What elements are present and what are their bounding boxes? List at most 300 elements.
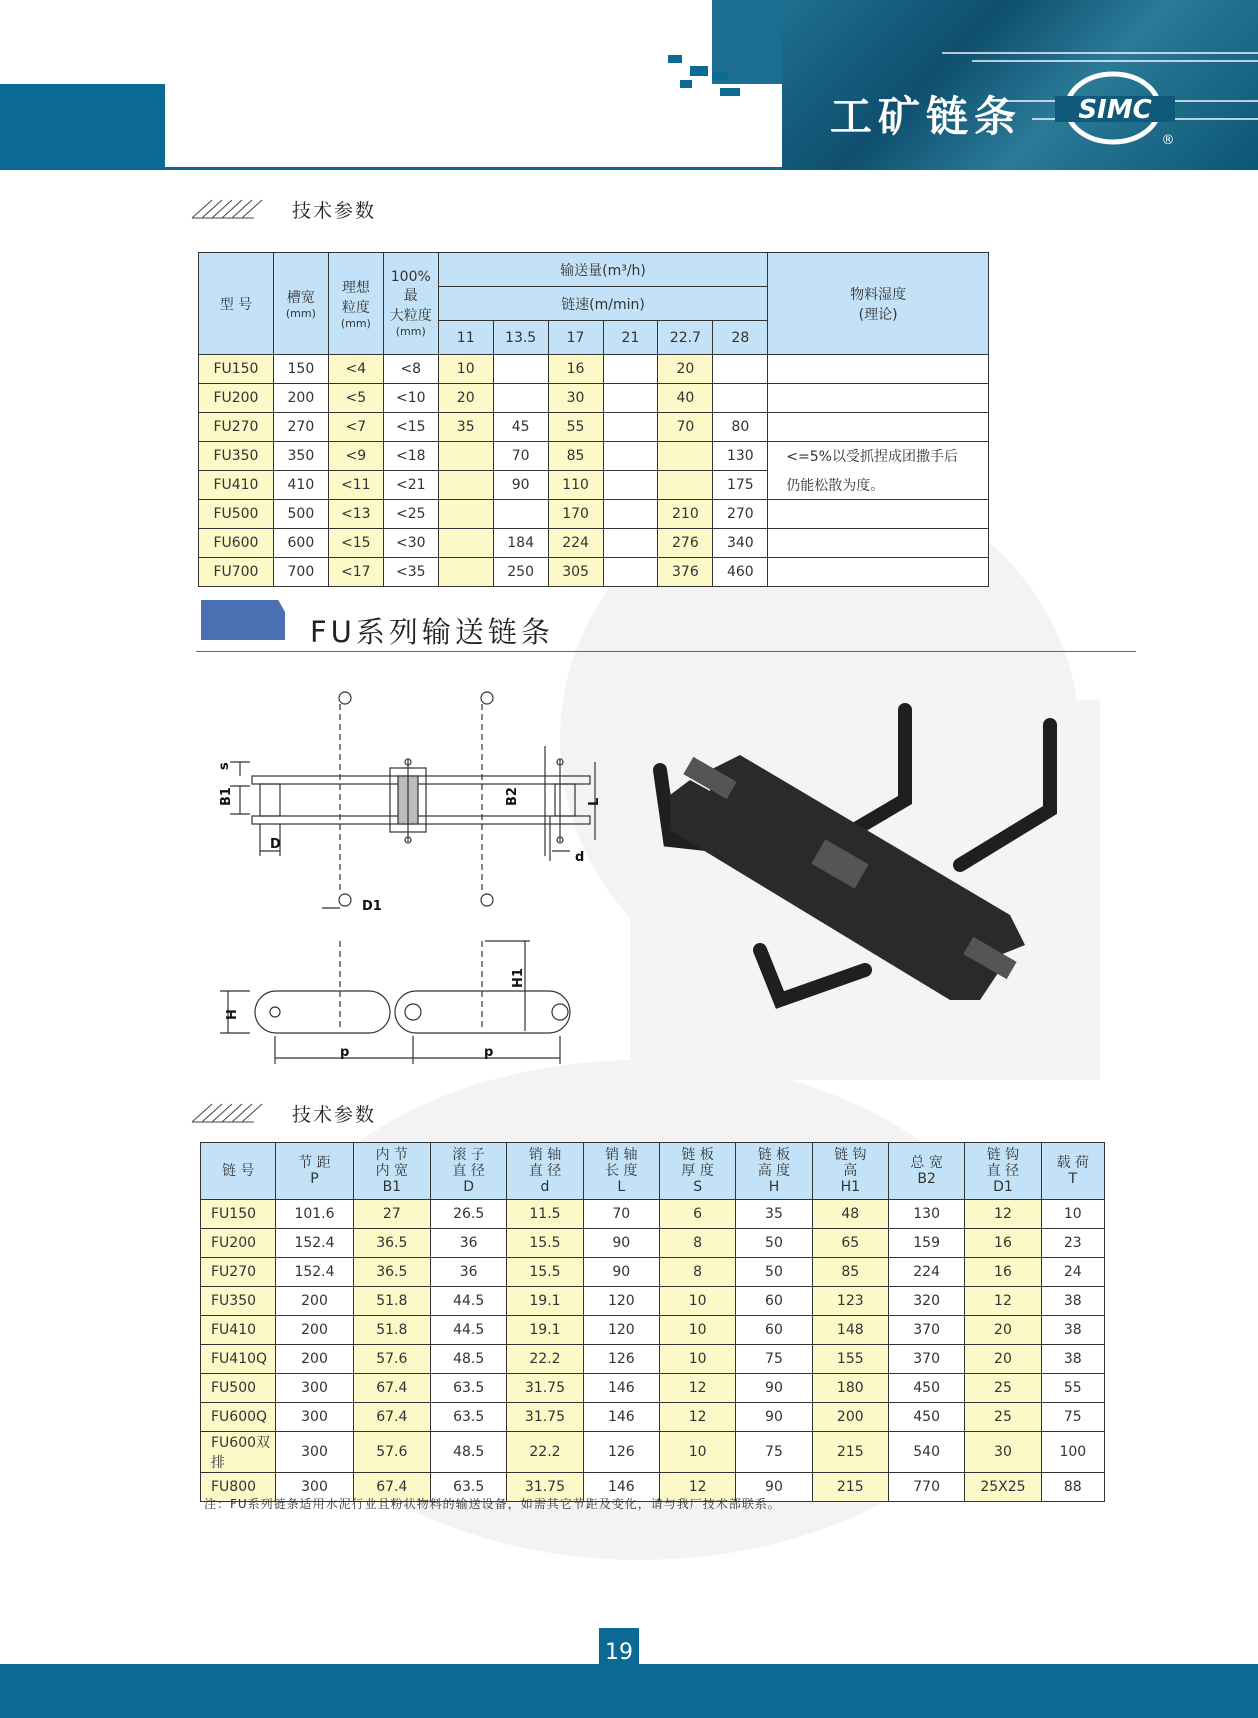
humidity-cell — [768, 384, 989, 413]
capacity-value — [713, 355, 768, 384]
capacity-row — [199, 558, 989, 587]
chain-model: FU600双排 — [201, 1432, 276, 1473]
chain-technical-drawing — [200, 686, 600, 1076]
footnote: 注：FU系列链条适用水泥行业且粉状物料的输送设备，如需其它节距及变化，请与我厂技术部联系。 — [204, 1497, 781, 1511]
capacity-value: 130 — [713, 442, 768, 471]
humidity-cell — [768, 413, 989, 442]
dimension-value: 215 — [812, 1432, 888, 1473]
header-line: B2 — [917, 1171, 936, 1187]
speed-header: 11 — [438, 321, 493, 355]
dimension-value: 48 — [812, 1200, 888, 1229]
dimension-value: 36.5 — [353, 1258, 430, 1287]
dimension-value: 48.5 — [430, 1345, 506, 1374]
capacity-value: 85 — [548, 442, 603, 471]
capacity-cell: FU200 — [199, 384, 274, 413]
capacity-value: 70 — [658, 413, 713, 442]
capacity-cell: 700 — [273, 558, 328, 587]
header-line: 销 轴 — [605, 1147, 638, 1163]
header-line: 内 节 — [375, 1147, 409, 1163]
capacity-value: 270 — [713, 500, 768, 529]
capacity-value: 110 — [548, 471, 603, 500]
capacity-value — [438, 442, 493, 471]
chain-model: FU350 — [201, 1287, 276, 1316]
capacity-value: 30 — [548, 384, 603, 413]
capacity-table — [198, 252, 989, 587]
dimension-value: 38 — [1041, 1345, 1104, 1374]
dimension-header — [812, 1143, 888, 1200]
col-conveying: 输送量(m³/h) — [438, 253, 768, 287]
dimension-value: 63.5 — [430, 1374, 506, 1403]
capacity-row — [199, 355, 989, 384]
dimension-value: 320 — [888, 1287, 964, 1316]
dim-label-pitch-2: p — [484, 1045, 494, 1060]
dimension-row — [201, 1374, 1105, 1403]
dimension-value: 38 — [1041, 1287, 1104, 1316]
header-line: 直 径 — [528, 1163, 562, 1179]
dimension-value: 300 — [276, 1403, 353, 1432]
capacity-value — [493, 355, 548, 384]
chain-model: FU200 — [201, 1229, 276, 1258]
chain-model: FU410Q — [201, 1345, 276, 1374]
speed-header: 22.7 — [658, 321, 713, 355]
capacity-value: 80 — [713, 413, 768, 442]
capacity-cell: <10 — [383, 384, 438, 413]
dimension-value: 8 — [659, 1229, 735, 1258]
chain-model: FU410 — [201, 1316, 276, 1345]
dimension-value: 15.5 — [507, 1229, 583, 1258]
dimension-value: 65 — [812, 1229, 888, 1258]
dimension-value: 10 — [659, 1345, 735, 1374]
header-line: 滚 子 — [452, 1147, 485, 1163]
dimension-value: 36.5 — [353, 1229, 430, 1258]
capacity-cell: <7 — [328, 413, 383, 442]
dim-label-d1: D1 — [362, 899, 382, 914]
capacity-value: 376 — [658, 558, 713, 587]
capacity-value: 35 — [438, 413, 493, 442]
header-line: P — [310, 1171, 319, 1187]
capacity-cell: FU600 — [199, 529, 274, 558]
capacity-row — [199, 471, 989, 500]
dimension-value: 20 — [965, 1316, 1041, 1345]
dimension-value: 90 — [583, 1229, 659, 1258]
dimension-value: 63.5 — [430, 1473, 506, 1502]
dim-label-l: L — [587, 797, 602, 806]
capacity-value — [438, 471, 493, 500]
capacity-cell: FU700 — [199, 558, 274, 587]
dimension-value: 25 — [965, 1403, 1041, 1432]
capacity-value: 210 — [658, 500, 713, 529]
dimension-value: 85 — [812, 1258, 888, 1287]
dimension-value: 75 — [736, 1432, 812, 1473]
header-line: H — [768, 1179, 780, 1195]
speed-header: 28 — [713, 321, 768, 355]
capacity-cell: <9 — [328, 442, 383, 471]
header-line: 链 钩 — [834, 1147, 867, 1163]
dim-label-h1: H1 — [511, 968, 526, 988]
capacity-value: 16 — [548, 355, 603, 384]
dimension-row — [201, 1432, 1105, 1473]
capacity-value: 276 — [658, 529, 713, 558]
dimension-row — [201, 1403, 1105, 1432]
capacity-cell: 350 — [273, 442, 328, 471]
dimension-value: 10 — [659, 1316, 735, 1345]
chain-product-photo — [630, 700, 1100, 1080]
header-line: 节 距 — [298, 1155, 331, 1171]
dimension-value: 51.8 — [353, 1316, 430, 1345]
dimension-value: 57.6 — [353, 1345, 430, 1374]
capacity-cell: <25 — [383, 500, 438, 529]
chain-model: FU500 — [201, 1374, 276, 1403]
capacity-cell: 150 — [273, 355, 328, 384]
dimension-value: 12 — [965, 1287, 1041, 1316]
footer-bar — [0, 1664, 1258, 1718]
capacity-value: 340 — [713, 529, 768, 558]
dimension-value: 152.4 — [276, 1229, 353, 1258]
dimension-value: 75 — [1041, 1403, 1104, 1432]
dimension-value: 450 — [888, 1403, 964, 1432]
capacity-row — [199, 384, 989, 413]
dimension-row — [201, 1258, 1105, 1287]
section-heading-params: 技术参数 — [292, 200, 377, 222]
dimension-value: 50 — [736, 1229, 812, 1258]
dimension-value: 12 — [659, 1403, 735, 1432]
header-line: T — [1068, 1171, 1078, 1187]
dimension-value: 130 — [888, 1200, 964, 1229]
dimension-value: 16 — [965, 1258, 1041, 1287]
dim-label-d-pin: d — [575, 850, 585, 865]
capacity-value — [603, 413, 658, 442]
capacity-value: 10 — [438, 355, 493, 384]
dimension-value: 23 — [1041, 1229, 1104, 1258]
capacity-cell: <30 — [383, 529, 438, 558]
capacity-value — [603, 442, 658, 471]
dimension-row — [201, 1345, 1105, 1374]
capacity-cell: 600 — [273, 529, 328, 558]
dimension-value: 22.2 — [507, 1345, 583, 1374]
capacity-value: 170 — [548, 500, 603, 529]
dimension-value: 51.8 — [353, 1287, 430, 1316]
dimension-value: 152.4 — [276, 1258, 353, 1287]
dim-label-s: s — [217, 762, 232, 770]
dimension-value: 300 — [276, 1374, 353, 1403]
dimension-value: 48.5 — [430, 1432, 506, 1473]
dimension-value: 200 — [276, 1316, 353, 1345]
dimension-value: 60 — [736, 1287, 812, 1316]
header-line: B1 — [382, 1179, 402, 1195]
dimension-header — [965, 1143, 1041, 1200]
capacity-value: 70 — [493, 442, 548, 471]
col-humidity: 物料湿度 (理论) — [768, 253, 989, 355]
humidity-cell — [768, 558, 989, 587]
dimension-header — [888, 1143, 964, 1200]
header-line: 高 — [843, 1163, 858, 1179]
dimension-value: 180 — [812, 1374, 888, 1403]
dimension-value: 31.75 — [507, 1403, 583, 1432]
dimension-value: 120 — [583, 1287, 659, 1316]
capacity-value: 40 — [658, 384, 713, 413]
header-line: D1 — [993, 1179, 1013, 1195]
capacity-cell: FU270 — [199, 413, 274, 442]
dimension-value: 100 — [1041, 1432, 1104, 1473]
capacity-cell: <11 — [328, 471, 383, 500]
dim-label-d-roller: D — [270, 837, 281, 852]
dimension-value: 10 — [659, 1432, 735, 1473]
dimension-value: 120 — [583, 1316, 659, 1345]
header-line: 链 板 — [757, 1147, 791, 1163]
capacity-value — [713, 384, 768, 413]
capacity-value: 175 — [713, 471, 768, 500]
capacity-cell: <15 — [383, 413, 438, 442]
col-ideal-grain: 理想 粒度 (mm) — [328, 253, 383, 355]
dimension-value: 60 — [736, 1316, 812, 1345]
dimension-value: 12 — [659, 1374, 735, 1403]
header-line: 载 荷 — [1056, 1155, 1090, 1171]
capacity-row — [199, 500, 989, 529]
capacity-value — [603, 384, 658, 413]
header-line: 直 径 — [452, 1163, 485, 1179]
dimension-header — [430, 1143, 506, 1200]
header-line: 高 度 — [757, 1163, 791, 1179]
capacity-value — [603, 558, 658, 587]
capacity-cell: FU350 — [199, 442, 274, 471]
dimension-value: 25 — [965, 1374, 1041, 1403]
capacity-cell: FU150 — [199, 355, 274, 384]
header-line: L — [617, 1179, 626, 1195]
chain-model: FU150 — [201, 1200, 276, 1229]
hatch-icon — [192, 1102, 272, 1124]
dimension-value: 16 — [965, 1229, 1041, 1258]
dimension-value: 90 — [736, 1403, 812, 1432]
dimension-value: 63.5 — [430, 1403, 506, 1432]
dimension-value: 67.4 — [353, 1403, 430, 1432]
header-line: 内 宽 — [375, 1163, 409, 1179]
dimension-value: 450 — [888, 1374, 964, 1403]
hatch-icon — [192, 198, 272, 220]
dimension-value: 57.6 — [353, 1432, 430, 1473]
dimension-value: 300 — [276, 1473, 353, 1502]
simc-logo — [1055, 68, 1175, 148]
humidity-note-line-1: <=5%以受抓捏成团撒手后 — [768, 442, 989, 471]
capacity-cell: <35 — [383, 558, 438, 587]
capacity-cell: 200 — [273, 384, 328, 413]
capacity-value: 55 — [548, 413, 603, 442]
capacity-value: 90 — [493, 471, 548, 500]
dimension-value: 126 — [583, 1432, 659, 1473]
dimension-header — [583, 1143, 659, 1200]
col-chain-speed: 链速(m/min) — [438, 287, 768, 321]
dimension-value: 370 — [888, 1316, 964, 1345]
header-divider — [165, 167, 782, 170]
dimension-value: 36 — [430, 1258, 506, 1287]
capacity-cell: 500 — [273, 500, 328, 529]
dimension-value: 90 — [736, 1374, 812, 1403]
dimension-value: 11.5 — [507, 1200, 583, 1229]
dimension-value: 370 — [888, 1345, 964, 1374]
dimension-value: 24 — [1041, 1258, 1104, 1287]
dimension-value: 200 — [812, 1403, 888, 1432]
capacity-row — [199, 529, 989, 558]
header-line: 销 轴 — [528, 1147, 562, 1163]
dimension-value: 30 — [965, 1432, 1041, 1473]
dimension-value: 36 — [430, 1229, 506, 1258]
registered-mark: ® — [1161, 133, 1175, 148]
dimension-value: 148 — [812, 1316, 888, 1345]
dimension-value: 44.5 — [430, 1287, 506, 1316]
capacity-value — [493, 500, 548, 529]
speed-header: 21 — [603, 321, 658, 355]
capacity-value — [438, 500, 493, 529]
capacity-value — [603, 529, 658, 558]
dimension-value: 26.5 — [430, 1200, 506, 1229]
col-max-grain: 100%最 大粒度 (mm) — [383, 253, 438, 355]
product-title: FU系列输送链条 — [310, 615, 554, 649]
capacity-value — [603, 355, 658, 384]
dimension-value: 300 — [276, 1432, 353, 1473]
capacity-cell: <4 — [328, 355, 383, 384]
dimension-value: 90 — [736, 1473, 812, 1502]
dimension-value: 146 — [583, 1374, 659, 1403]
dimension-value: 224 — [888, 1258, 964, 1287]
header-line: 链 板 — [681, 1147, 714, 1163]
capacity-value — [603, 500, 658, 529]
dimension-value: 55 — [1041, 1374, 1104, 1403]
dimension-header — [276, 1143, 353, 1200]
dimension-value: 19.1 — [507, 1316, 583, 1345]
capacity-value — [438, 558, 493, 587]
header-line: 总 宽 — [910, 1155, 943, 1171]
capacity-value — [658, 471, 713, 500]
humidity-cell — [768, 500, 989, 529]
capacity-row — [199, 442, 989, 471]
capacity-value: 305 — [548, 558, 603, 587]
dimension-header — [659, 1143, 735, 1200]
dimension-value: 770 — [888, 1473, 964, 1502]
capacity-value — [603, 471, 658, 500]
dimension-row — [201, 1287, 1105, 1316]
dimension-table — [200, 1142, 1105, 1502]
dim-label-pitch-1: p — [340, 1045, 350, 1060]
humidity-note-line-2: 仍能松散为度。 — [768, 471, 989, 500]
dimension-value: 8 — [659, 1258, 735, 1287]
header-line: 直 径 — [986, 1163, 1020, 1179]
dimension-value: 19.1 — [507, 1287, 583, 1316]
col-model: 型 号 — [199, 253, 274, 355]
humidity-cell — [768, 355, 989, 384]
capacity-value — [658, 442, 713, 471]
dimension-value: 146 — [583, 1473, 659, 1502]
dim-label-h: H — [225, 1009, 240, 1020]
capacity-cell: <18 — [383, 442, 438, 471]
capacity-value: 20 — [658, 355, 713, 384]
dimension-header — [736, 1143, 812, 1200]
dimension-header — [507, 1143, 583, 1200]
page-number: 19 — [605, 1640, 633, 1665]
header-line: 厚 度 — [681, 1163, 714, 1179]
dimension-value: 50 — [736, 1258, 812, 1287]
dimension-value: 90 — [583, 1258, 659, 1287]
capacity-cell: <15 — [328, 529, 383, 558]
header-line: 长 度 — [605, 1163, 638, 1179]
capacity-cell: <5 — [328, 384, 383, 413]
capacity-value: 45 — [493, 413, 548, 442]
logo-text: SIMC — [1078, 95, 1152, 125]
dimension-value: 540 — [888, 1432, 964, 1473]
capacity-value — [438, 529, 493, 558]
dimension-value: 67.4 — [353, 1374, 430, 1403]
dim-label-b2: B2 — [505, 787, 520, 806]
header-line: 链 号 — [221, 1163, 255, 1179]
dimension-value: 67.4 — [353, 1473, 430, 1502]
header-line: H1 — [840, 1179, 860, 1195]
dimension-value: 27 — [353, 1200, 430, 1229]
dimension-header — [201, 1143, 276, 1200]
dimension-value: 200 — [276, 1345, 353, 1374]
dimension-row — [201, 1200, 1105, 1229]
capacity-cell: <17 — [328, 558, 383, 587]
dimension-value: 12 — [659, 1473, 735, 1502]
humidity-cell — [768, 529, 989, 558]
dimension-value: 70 — [583, 1200, 659, 1229]
dimension-value: 31.75 — [507, 1473, 583, 1502]
capacity-cell: 270 — [273, 413, 328, 442]
chain-model: FU600Q — [201, 1403, 276, 1432]
dimension-value: 10 — [659, 1287, 735, 1316]
capacity-value: 460 — [713, 558, 768, 587]
dimension-value: 146 — [583, 1403, 659, 1432]
dimension-value: 6 — [659, 1200, 735, 1229]
dimension-value: 215 — [812, 1473, 888, 1502]
header-line: D — [463, 1179, 475, 1195]
capacity-value: 250 — [493, 558, 548, 587]
capacity-value: 184 — [493, 529, 548, 558]
capacity-cell: FU410 — [199, 471, 274, 500]
dimension-value: 38 — [1041, 1316, 1104, 1345]
col-slot-width: 槽宽 (mm) — [273, 253, 328, 355]
dimension-value: 10 — [1041, 1200, 1104, 1229]
dimension-value: 44.5 — [430, 1316, 506, 1345]
dimension-value: 126 — [583, 1345, 659, 1374]
dimension-value: 15.5 — [507, 1258, 583, 1287]
capacity-value — [493, 384, 548, 413]
capacity-cell: 410 — [273, 471, 328, 500]
dimension-value: 12 — [965, 1200, 1041, 1229]
dim-label-b1: B1 — [219, 787, 234, 806]
dimension-value: 31.75 — [507, 1374, 583, 1403]
header-line: S — [693, 1179, 703, 1195]
title-underline — [196, 651, 1136, 652]
dimension-value: 159 — [888, 1229, 964, 1258]
dimension-value: 25X25 — [965, 1473, 1041, 1502]
dimension-value: 200 — [276, 1287, 353, 1316]
capacity-value: 20 — [438, 384, 493, 413]
dimension-value: 101.6 — [276, 1200, 353, 1229]
chain-model: FU800 — [201, 1473, 276, 1502]
chain-model: FU270 — [201, 1258, 276, 1287]
capacity-cell: <13 — [328, 500, 383, 529]
capacity-cell: <21 — [383, 471, 438, 500]
header-left-bar — [0, 84, 165, 170]
dimension-value: 88 — [1041, 1473, 1104, 1502]
dimension-value: 20 — [965, 1345, 1041, 1374]
capacity-cell: FU500 — [199, 500, 274, 529]
dimension-value: 123 — [812, 1287, 888, 1316]
capacity-row — [199, 413, 989, 442]
dimension-header — [1041, 1143, 1104, 1200]
dimension-value: 75 — [736, 1345, 812, 1374]
dimension-header — [353, 1143, 430, 1200]
speed-header: 13.5 — [493, 321, 548, 355]
dimension-value: 22.2 — [507, 1432, 583, 1473]
